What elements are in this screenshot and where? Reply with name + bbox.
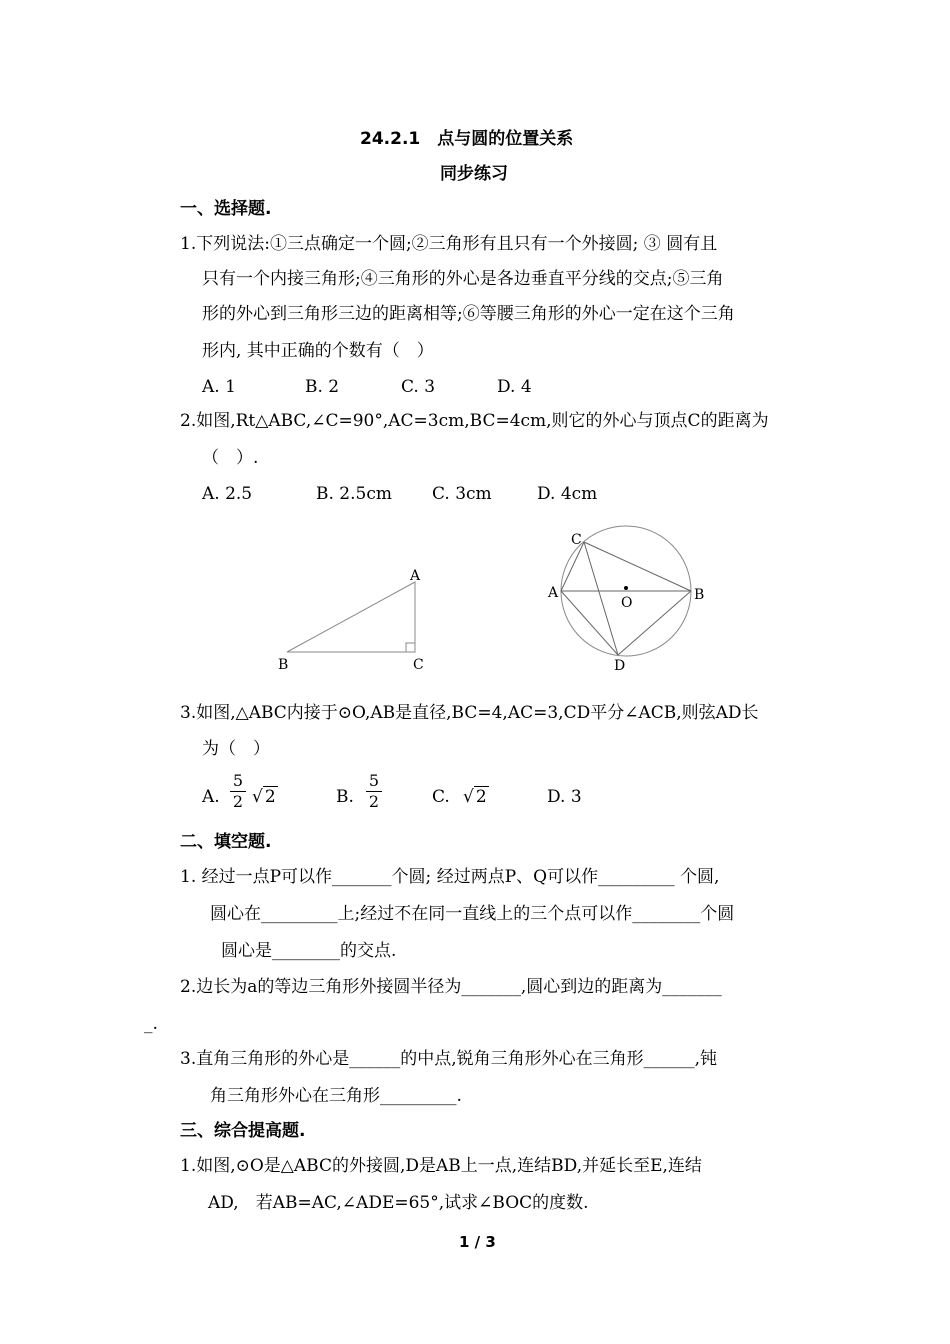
fig2-label-b: B [694,587,705,603]
q3-option-a-letter: A. [202,787,220,807]
q3-line-1: 3.如图,△ABC内接于⊙O,AB是直径,BC=4,AC=3,CD平分∠ACB,则弦AD长 [180,703,759,723]
s2-q1-line-1: 1. 经过一点P可以作_______个圆; 经过两点P、Q可以作_________ 个圆, [180,867,720,887]
s3-q1-line-1: 1.如图,⊙O是△ABC的外接圆,D是AB上一点,连结BD,并延长至E,连结 [180,1156,702,1176]
q2-option-b: B. 2.5cm [316,484,392,504]
section-heading-comprehensive: 三、综合提高题. [180,1121,306,1141]
chord-cb [584,542,691,591]
triangle-abc [287,582,415,652]
q1-line-1: 1.下列说法:①三点确定一个圆;②三角形有且只有一个外接圆; ③ 圆有且 [180,234,718,254]
q3-option-a-sqrt: √ 2 [252,787,276,807]
page-subtitle: 同步练习 [440,164,508,184]
fig2-label-c: C [571,532,582,548]
q2-line-1: 2.如图,Rt△ABC,∠C=90°,AC=3cm,BC=4cm,则它的外心与顶点C的距离为 [180,411,769,431]
fig1-label-b: B [278,657,289,673]
q1-line-2: 只有一个内接三角形;④三角形的外心是各边垂直平分线的交点;⑤三角 [202,269,724,289]
s2-q1-line-2: 圆心在_________上;经过不在同一直线上的三个点可以作________个圆 [210,904,735,924]
s2-q2-line-2: _. [144,1014,158,1034]
s3-q1-line-2: AD, 若AB=AC,∠ADE=65°,试求∠BOC的度数. [208,1193,589,1213]
figure-circle [540,515,715,680]
fig1-label-a: A [410,568,421,584]
s2-q3-line-2: 角三角形外心在三角形_________. [210,1086,462,1106]
q2-option-c: C. 3cm [432,484,492,504]
fig2-label-a: A [548,585,559,601]
q3-option-c-radicand: 2 [475,787,487,807]
fig1-label-c: C [413,657,424,673]
q3-option-b-num: 5 [368,771,380,790]
q3-option-b-den: 2 [368,792,380,811]
q3-option-d: D. 3 [547,787,582,807]
q3-option-a-num: 5 [232,771,244,790]
q3-option-c-letter: C. [432,787,450,807]
section-heading-choice: 一、选择题. [180,199,272,219]
q1-line-4: 形内, 其中正确的个数有（ ） [202,341,434,361]
q3-option-a-fraction [230,772,246,811]
page-title: 24.2.1 点与圆的位置关系 [360,129,574,149]
center-point [624,586,628,590]
page-number: 1 / 3 [459,1233,496,1251]
fig2-label-o: O [621,595,633,611]
q2-line-2: （ ）. [202,448,259,468]
q3-option-a-den: 2 [232,792,244,811]
fig2-label-d: D [614,658,626,674]
q3-line-2: 为（ ） [202,739,270,759]
q1-option-d: D. 4 [497,377,532,397]
q1-option-a: A. 1 [202,377,236,397]
q1-option-b: B. 2 [305,377,340,397]
q2-option-d: D. 4cm [537,484,598,504]
q3-option-a-radicand: 2 [264,787,276,807]
q1-option-c: C. 3 [401,377,436,397]
q2-option-a: A. 2.5 [202,484,253,504]
q1-line-3: 形的外心到三角形三边的距离相等;⑥等腰三角形的外心一定在这个三角 [202,304,735,324]
figure-right-triangle [270,560,440,675]
s2-q1-line-3: 圆心是________的交点. [221,941,397,961]
chord-cd [584,542,618,655]
section-heading-fill: 二、填空题. [180,832,272,852]
right-angle-mark [406,643,415,652]
q3-option-b-fraction [366,772,382,811]
q3-option-b-letter: B. [336,787,354,807]
s2-q3-line-1: 3.直角三角形的外心是______的中点,锐角三角形外心在三角形______,钝 [180,1049,718,1069]
q3-option-c-sqrt: √ 2 [463,787,487,807]
chord-ac [561,542,584,591]
s2-q2-line-1: 2.边长为a的等边三角形外接圆半径为_______,圆心到边的距离为_______ [180,977,722,997]
